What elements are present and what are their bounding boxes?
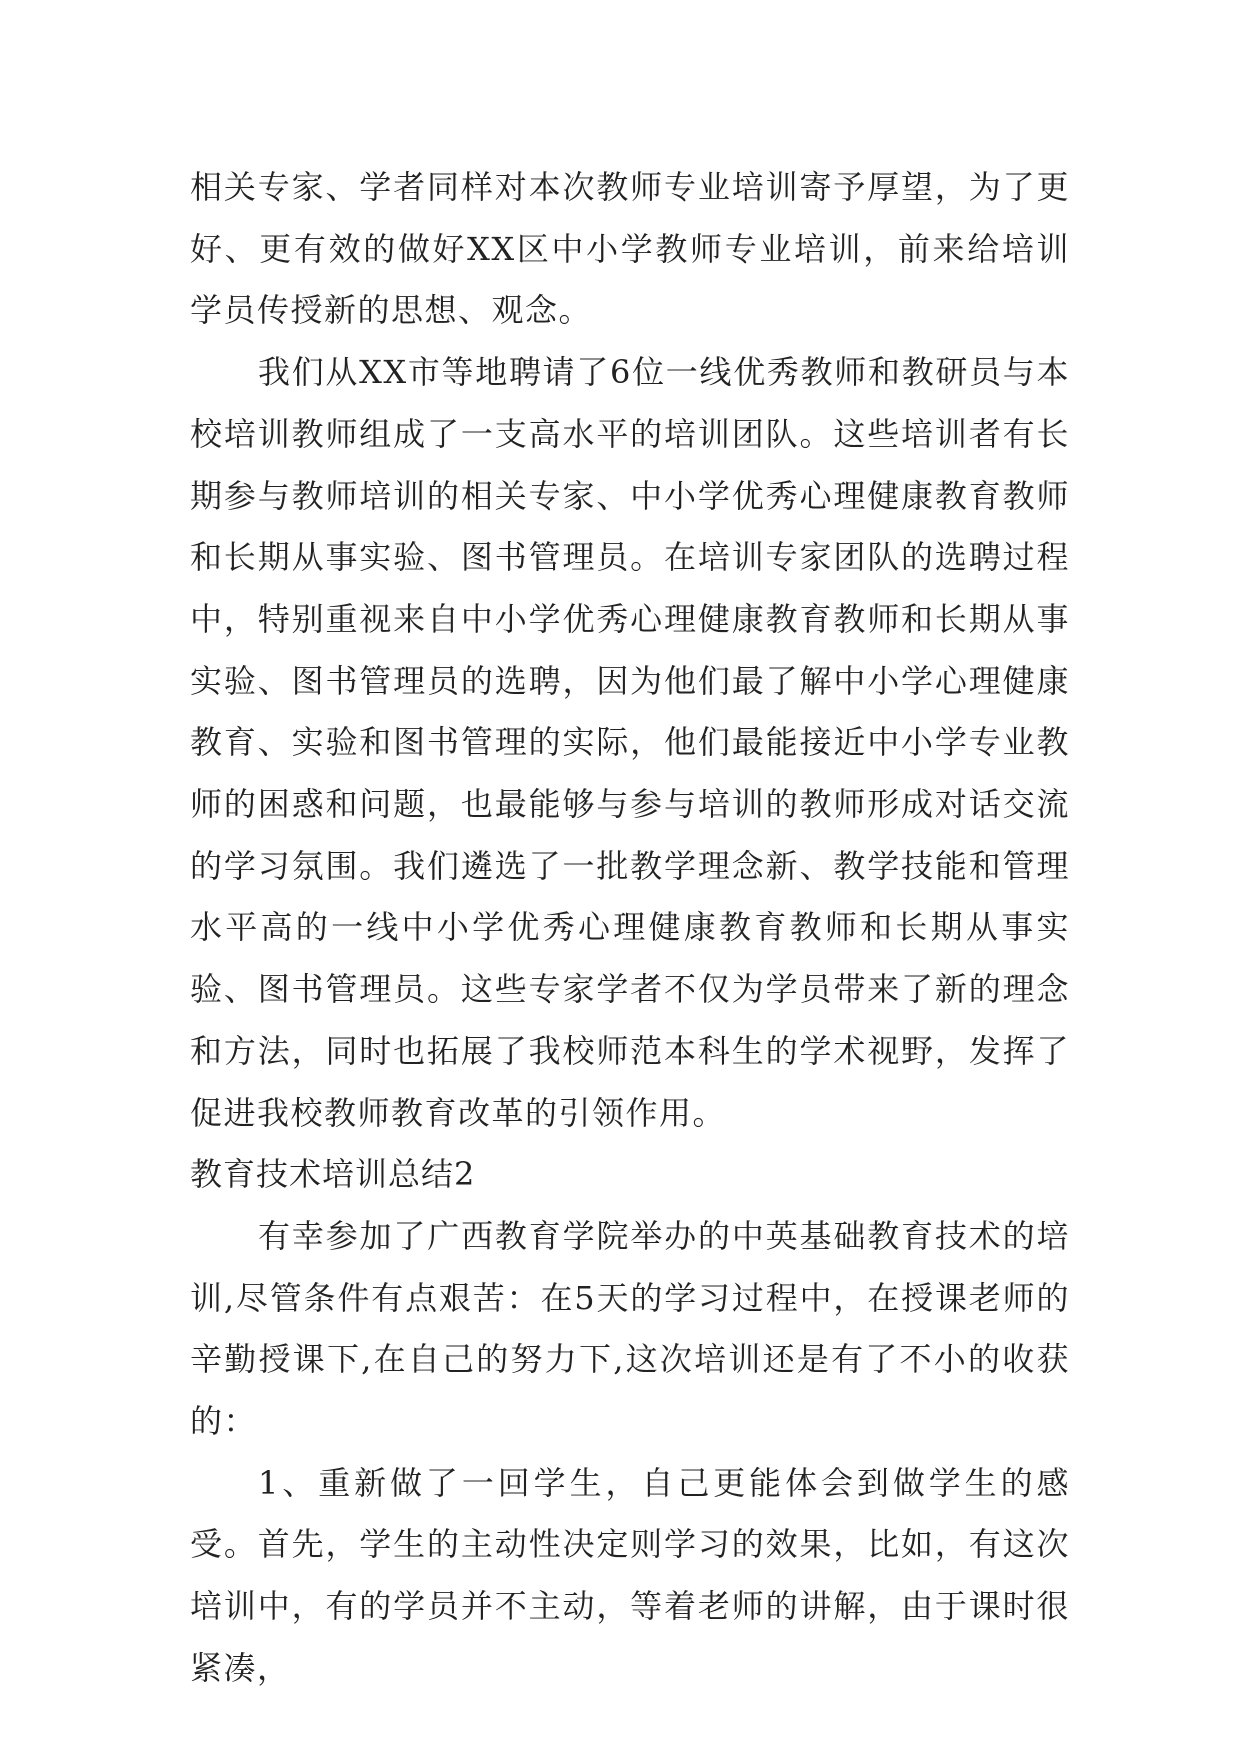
paragraph-training-team: 我们从XX市等地聘请了6位一线优秀教师和教研员与本校培训教师组成了一支高水平的培训团队。这些培训者有长期参与教师培训的相关专家、中小学优秀心理健康教育教师和长期从事实验、图书管理员。在培训专家团队的选聘过程中，特别重视来自中小学优秀心理健康教育教师和长期从事实验、图书管理员的选聘，因为他们最了解中小学心理健康教育、实验和图书管理的实际，他们最能接近中小学专业教师的困惑和问题，也最能够与参与培训的教师形成对话交流的学习氛围。我们遴选了一批教学理念新、教学技能和管理水平高的一线中小学优秀心理健康教育教师和长期从事实验、图书管理员。这些专家学者不仅为学员带来了新的理念和方法，同时也拓展了我校师范本科生的学术视野，发挥了促进我校教师教育改革的引领作用。 bbox=[190, 353, 1070, 1132]
paragraph-point-1: 1、重新做了一回学生，自己更能体会到做学生的感受。首先，学生的主动性决定则学习的效果，比如，有这次培训中，有的学员并不主动，等着老师的讲解，由于课时很紧凑， bbox=[190, 1463, 1070, 1687]
paragraph-intro: 有幸参加了广西教育学院举办的中英基础教育技术的培训,尽管条件有点艰苦：在5天的学习过程中，在授课老师的辛勤授课下,在自己的努力下,这次培训还是有了不小的收获的： bbox=[190, 1216, 1070, 1441]
section-title: 教育技术培训总结2 bbox=[190, 1155, 476, 1194]
document-body bbox=[190, 157, 1070, 1700]
paragraph-continuation: 相关专家、学者同样对本次教师专业培训寄予厚望，为了更好、更有效的做好XX区中小学教师专业培训，前来给培训学员传授新的思想、观念。 bbox=[190, 168, 1070, 330]
